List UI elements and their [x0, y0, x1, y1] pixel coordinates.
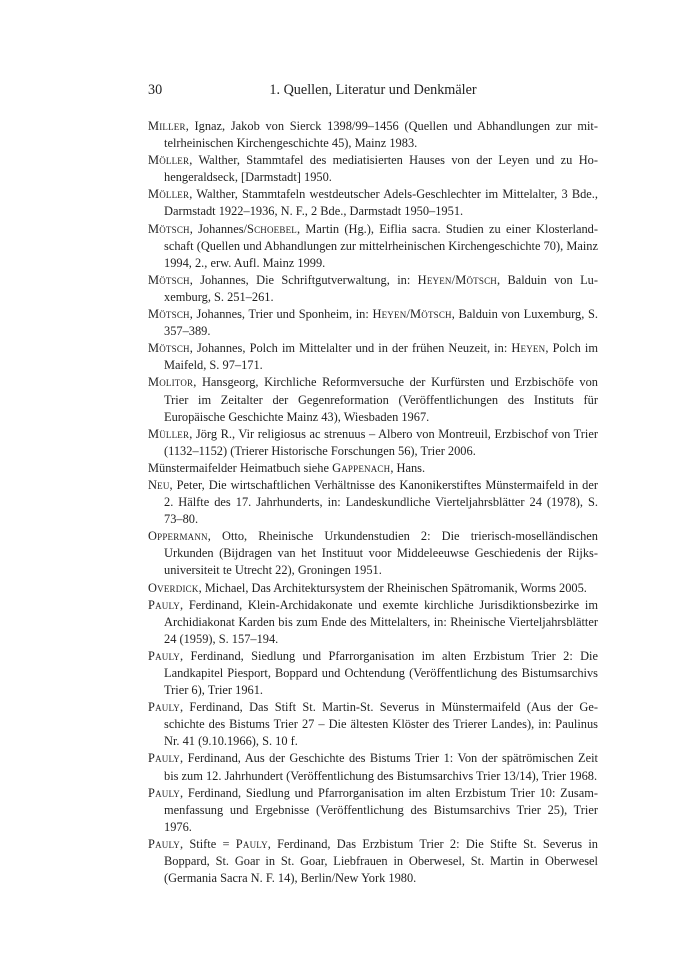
entry-text: , Ignaz, Jakob von Sierck 1398/99–1456 (Quellen und Abhandlungen zur mittelrheinischen Kirchengeschichte 45), Mainz 1983. — [164, 119, 598, 151]
bibliography-entry — [148, 597, 598, 648]
bibliography-entry — [148, 699, 598, 750]
entry-text-continued: , Balduin von Luxemburg, S. 251–261. — [164, 272, 598, 304]
bibliography-entry — [148, 272, 598, 306]
entry-author: Müller — [148, 426, 190, 441]
entry-text: , Jörg R., Vir religiosus ac strenuus – Albero von Montreuil, Erzbischof von Trier (1132–1152) (Trierer Historische Forschungen 56), Trier 2006. — [164, 426, 598, 458]
entry-text-continued: , Martin (Hg.), Eiflia sacra. Studien zu einer Klosterlandschaft (Quellen und Abhandlungen zur mittelrheinischen Kirchengeschichte 70), Mainz 1994, 2., erw. Aufl. Mainz 1999. — [164, 221, 598, 270]
bibliography-entry — [148, 306, 598, 340]
entry-text: , Peter, Die wirtschaftlichen Verhältnisse des Kanonikerstiftes Münstermaifeld in der 2. Hälfte des 17. Jahrhunderts, in: Landeskundliche Vierteljahrsblätter 24 (1978), S. 73–80. — [164, 477, 598, 527]
entry-author: Pauly — [148, 785, 180, 800]
entry-text: , Johannes, Polch im Mittelalter und in der frühen Neuzeit, in: — [189, 341, 512, 356]
bibliography-entry — [148, 580, 598, 597]
entry-cited-author: Heyen/Mötsch — [372, 307, 452, 322]
bibliography-entry — [148, 648, 598, 699]
entry-text: , Hansgeorg, Kirchliche Reformversuche der Kurfürsten und Erzbischöfe von Trier im Zeitalter der Gegenreformation (Veröffentlichungen des Instituts für Europäische Geschichte Mainz 43), Wiesbaden 1967. — [164, 375, 598, 424]
bibliography-entry — [148, 118, 598, 152]
entry-author: Pauly — [148, 751, 180, 766]
entry-text-continued: , Hans. — [390, 460, 426, 475]
entry-text: , Johannes, Trier und Sponheim, in: — [189, 307, 373, 322]
entry-cited-author: Heyen/Mötsch — [417, 272, 497, 287]
entry-author: Mötsch — [148, 272, 190, 287]
entry-author: Neu — [148, 477, 170, 492]
entry-author: Mötsch — [148, 221, 190, 236]
entry-cited-author: Pauly — [235, 836, 268, 851]
bibliography-entry — [148, 528, 598, 579]
bibliography-entry — [148, 374, 598, 425]
bibliography-entry — [148, 186, 598, 220]
page-header — [148, 82, 598, 102]
entry-text-continued: , Balduin von Luxemburg, S. 357–389. — [164, 307, 599, 339]
bibliography-entry — [148, 477, 598, 528]
entry-author: Overdick — [148, 580, 199, 595]
entry-text: , Walther, Stammtafeln westdeutscher Adels-Geschlechter im Mittelalter, 3 Bde., Darmstadt 1922–1936, N. F., 2 Bde., Darmstadt 1950–1951. — [164, 187, 598, 219]
entry-text: , Ferdinand, Siedlung und Pfarrorganisation im alten Erzbistum Trier 10: Zusammenfassung und Ergebnisse (Veröffentlichung des Bistumsarchivs Trier 25), Trier 1976. — [164, 785, 598, 834]
bibliography-entry — [148, 152, 598, 186]
entry-text-continued: , Polch im Maifeld, S. 97–171. — [164, 341, 598, 373]
running-head: 1. Quellen, Literatur und Denkmäler — [269, 82, 477, 98]
entry-cited-author: Heyen — [511, 341, 546, 356]
entry-author: Mötsch — [148, 307, 190, 322]
entry-author: Möller — [148, 153, 190, 168]
bibliography-entry — [148, 836, 598, 887]
entry-author: Oppermann — [148, 529, 208, 544]
entry-author: Möller — [148, 187, 190, 202]
entry-cited-author: Gappenach — [332, 460, 391, 475]
page-number: 30 — [148, 82, 163, 98]
entry-text: , Johannes/ — [189, 221, 247, 236]
entry-text: , Ferdinand, Siedlung und Pfarrorganisation im alten Erzbistum Trier 2: Die Landkapitel Piesport, Boppard und Ochtendung (Veröffentlichung des Bistumsarchivs Trier 6), Trier 1961. — [164, 648, 598, 698]
bibliography-entry — [148, 221, 598, 272]
entry-author: Pauly — [148, 648, 180, 663]
bibliography-entry — [148, 785, 598, 836]
entry-text: , Ferdinand, Aus der Geschichte des Bistums Trier 1: Von der spätrömischen Zeit bis zum 12. Jahrhundert (Veröffentlichung des Bistumsarchivs Trier 13/14), Trier 1968. — [164, 751, 598, 783]
entry-text: , Ferdinand, Das Stift St. Martin-St. Severus in Münstermaifeld (Aus der Geschichte des Bistums Trier 27 – Die ältesten Klöster des Trierer Landes), in: Paulinus Nr. 41 (9.10.1966), S. 10 f. — [164, 700, 598, 749]
entry-text: , Walther, Stammtafel des mediatisierten Hauses von der Leyen und zu Hohengeraldseck, [Darmstadt] 1950. — [164, 153, 598, 185]
entry-text-continued: , Ferdinand, Das Erzbistum Trier 2: Die Stifte St. Severus in Boppard, St. Goar in St. Goar, Liebfrauen in Oberwesel, St. Martin in Oberwesel (Germania Sacra N. F. 14), Berlin/New York 1980. — [164, 836, 598, 886]
entry-text: , Ferdinand, Klein-Archidakonate und exemte kirchliche Jurisdiktionsbezirke im Archidiakonat Karden bis zum Ende des Mittelalters, in: Rheinische Vierteljahrsblätter 24 (1959), S. 157–194. — [164, 597, 598, 646]
entry-text: , Johannes, Die Schriftgutverwaltung, in: — [189, 272, 418, 287]
bibliography-entry — [148, 426, 598, 460]
bibliography-entry — [148, 460, 598, 477]
entry-author: Mötsch — [148, 341, 190, 356]
entry-coauthor: Schoebel — [246, 221, 297, 236]
entry-text: , Stifte = — [180, 836, 236, 851]
entry-author: Pauly — [148, 836, 180, 851]
entry-author: Molitor — [148, 375, 194, 390]
bibliography-list — [148, 118, 598, 887]
bibliography-entry — [148, 340, 598, 374]
entry-author: Pauly — [148, 597, 180, 612]
bibliography-entry — [148, 750, 598, 784]
entry-text: Münstermaifelder Heimatbuch siehe — [148, 460, 333, 475]
entry-text: , Michael, Das Architektursystem der Rheinischen Spätromanik, Worms 2005. — [198, 580, 587, 595]
entry-author: Miller — [148, 119, 186, 133]
entry-text: , Otto, Rheinische Urkundenstudien 2: Die trierisch-moselländischen Urkunden (Bijdragen van het Instituut voor Middeleeuwse Geschiedenis der Rijksuniversiteit te Utrecht 22), Groningen 1951. — [164, 529, 598, 578]
entry-author: Pauly — [148, 700, 180, 715]
